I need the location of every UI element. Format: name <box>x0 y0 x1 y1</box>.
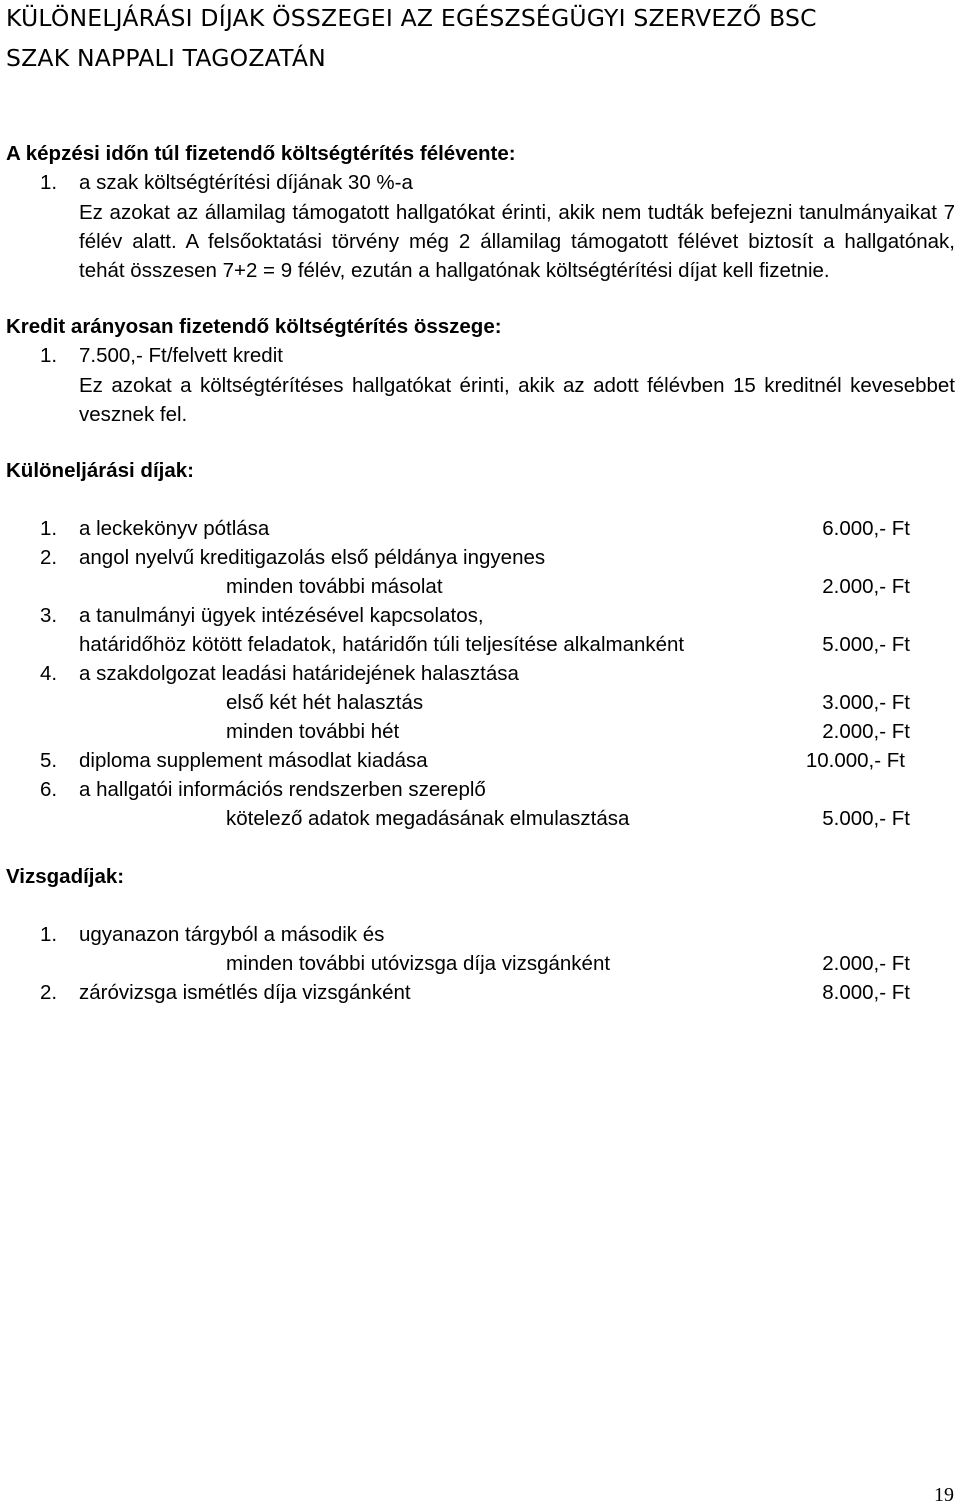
fee-item-text: a hallgatói információs rendszerben szereplő <box>79 778 486 801</box>
fee-subitem-text: első két hét halasztás <box>226 691 424 714</box>
fee-amount: 2.000,- Ft <box>822 720 910 743</box>
fee-item-text: a tanulmányi ügyek intézésével kapcsolatos, <box>79 604 484 627</box>
page-title-line-2: SZAK NAPPALI TAGOZATÁN <box>6 44 326 72</box>
fee-item-number: 3. <box>40 604 58 627</box>
list-item-number: 1. <box>40 344 58 367</box>
fee-item-number: 1. <box>40 517 58 540</box>
fee-item-number: 4. <box>40 662 58 685</box>
exam-item-text: ugyanazon tárgyból a második és <box>79 923 385 946</box>
fee-subitem-text: kötelező adatok megadásának elmulasztása <box>226 807 630 830</box>
fee-item-number: 6. <box>40 778 58 801</box>
list-item-text: a szak költségtérítési díjának 30 %-a <box>79 171 413 194</box>
list-item-number: 1. <box>40 171 58 194</box>
fee-item-text: angol nyelvű kreditigazolás első példánya ingyenes <box>79 546 546 569</box>
fee-item-text: diploma supplement másodlat kiadása <box>79 749 428 772</box>
fee-item-text-continuation: határidőhöz kötött feladatok, határidőn túli teljesítése alkalmanként <box>79 633 685 656</box>
exam-item-text: záróvizsga ismétlés díja vizsgánként <box>79 981 411 1004</box>
fee-amount: 3.000,- Ft <box>822 691 910 714</box>
exam-amount: 2.000,- Ft <box>822 952 910 975</box>
exam-item-number: 2. <box>40 981 58 1004</box>
fee-item-number: 5. <box>40 749 58 772</box>
section1-paragraph: Ez azokat az államilag támogatott hallgatókat érinti, akik nem tudták befejezni tanulmányaikat 7 félév alatt. A felsőoktatási törvény még 2 államilag támogatott félévet biztosít a hallgatónak, tehát összesen 7+2 = 9 félév, ezután a hallgatónak költségtérítési díjat kell fizetnie. <box>79 201 955 282</box>
fee-subitem-text: minden további hét <box>226 720 400 743</box>
fee-amount: 5.000,- Ft <box>822 633 910 656</box>
fee-item-text: a leckekönyv pótlása <box>79 517 270 540</box>
page-title-line-1: KÜLÖNELJÁRÁSI DÍJAK ÖSSZEGEI AZ EGÉSZSÉGÜGYI SZERVEZŐ BSC <box>6 4 817 32</box>
fee-amount: 5.000,- Ft <box>822 807 910 830</box>
section2-paragraph: Ez azokat a költségtérítéses hallgatókat érinti, akik az adott félévben 15 kreditnél kevesebbet vesznek fel. <box>79 374 955 426</box>
section-heading-exam-fees: Vizsgadíjak: <box>6 865 125 888</box>
fee-amount: 6.000,- Ft <box>822 517 910 540</box>
fee-amount: 2.000,- Ft <box>822 575 910 598</box>
exam-subitem-text: minden további utóvizsga díja vizsgánként <box>226 952 611 975</box>
section-heading-tuition-overtime: A képzési időn túl fizetendő költségtérítés félévente: <box>6 142 516 165</box>
fee-amount: 10.000,- Ft <box>805 749 905 772</box>
exam-amount: 8.000,- Ft <box>822 981 910 1004</box>
list-item-text: 7.500,- Ft/felvett kredit <box>79 344 283 367</box>
exam-item-number: 1. <box>40 923 58 946</box>
section-heading-credit-fee: Kredit arányosan fizetendő költségtérítés összege: <box>6 315 502 338</box>
page-number: 19 <box>934 1484 954 1506</box>
fee-item-number: 2. <box>40 546 58 569</box>
fee-item-text: a szakdolgozat leadási határidejének halasztása <box>79 662 519 685</box>
fee-subitem-text: minden további másolat <box>226 575 443 598</box>
section-heading-special-fees: Különeljárási díjak: <box>6 459 194 482</box>
